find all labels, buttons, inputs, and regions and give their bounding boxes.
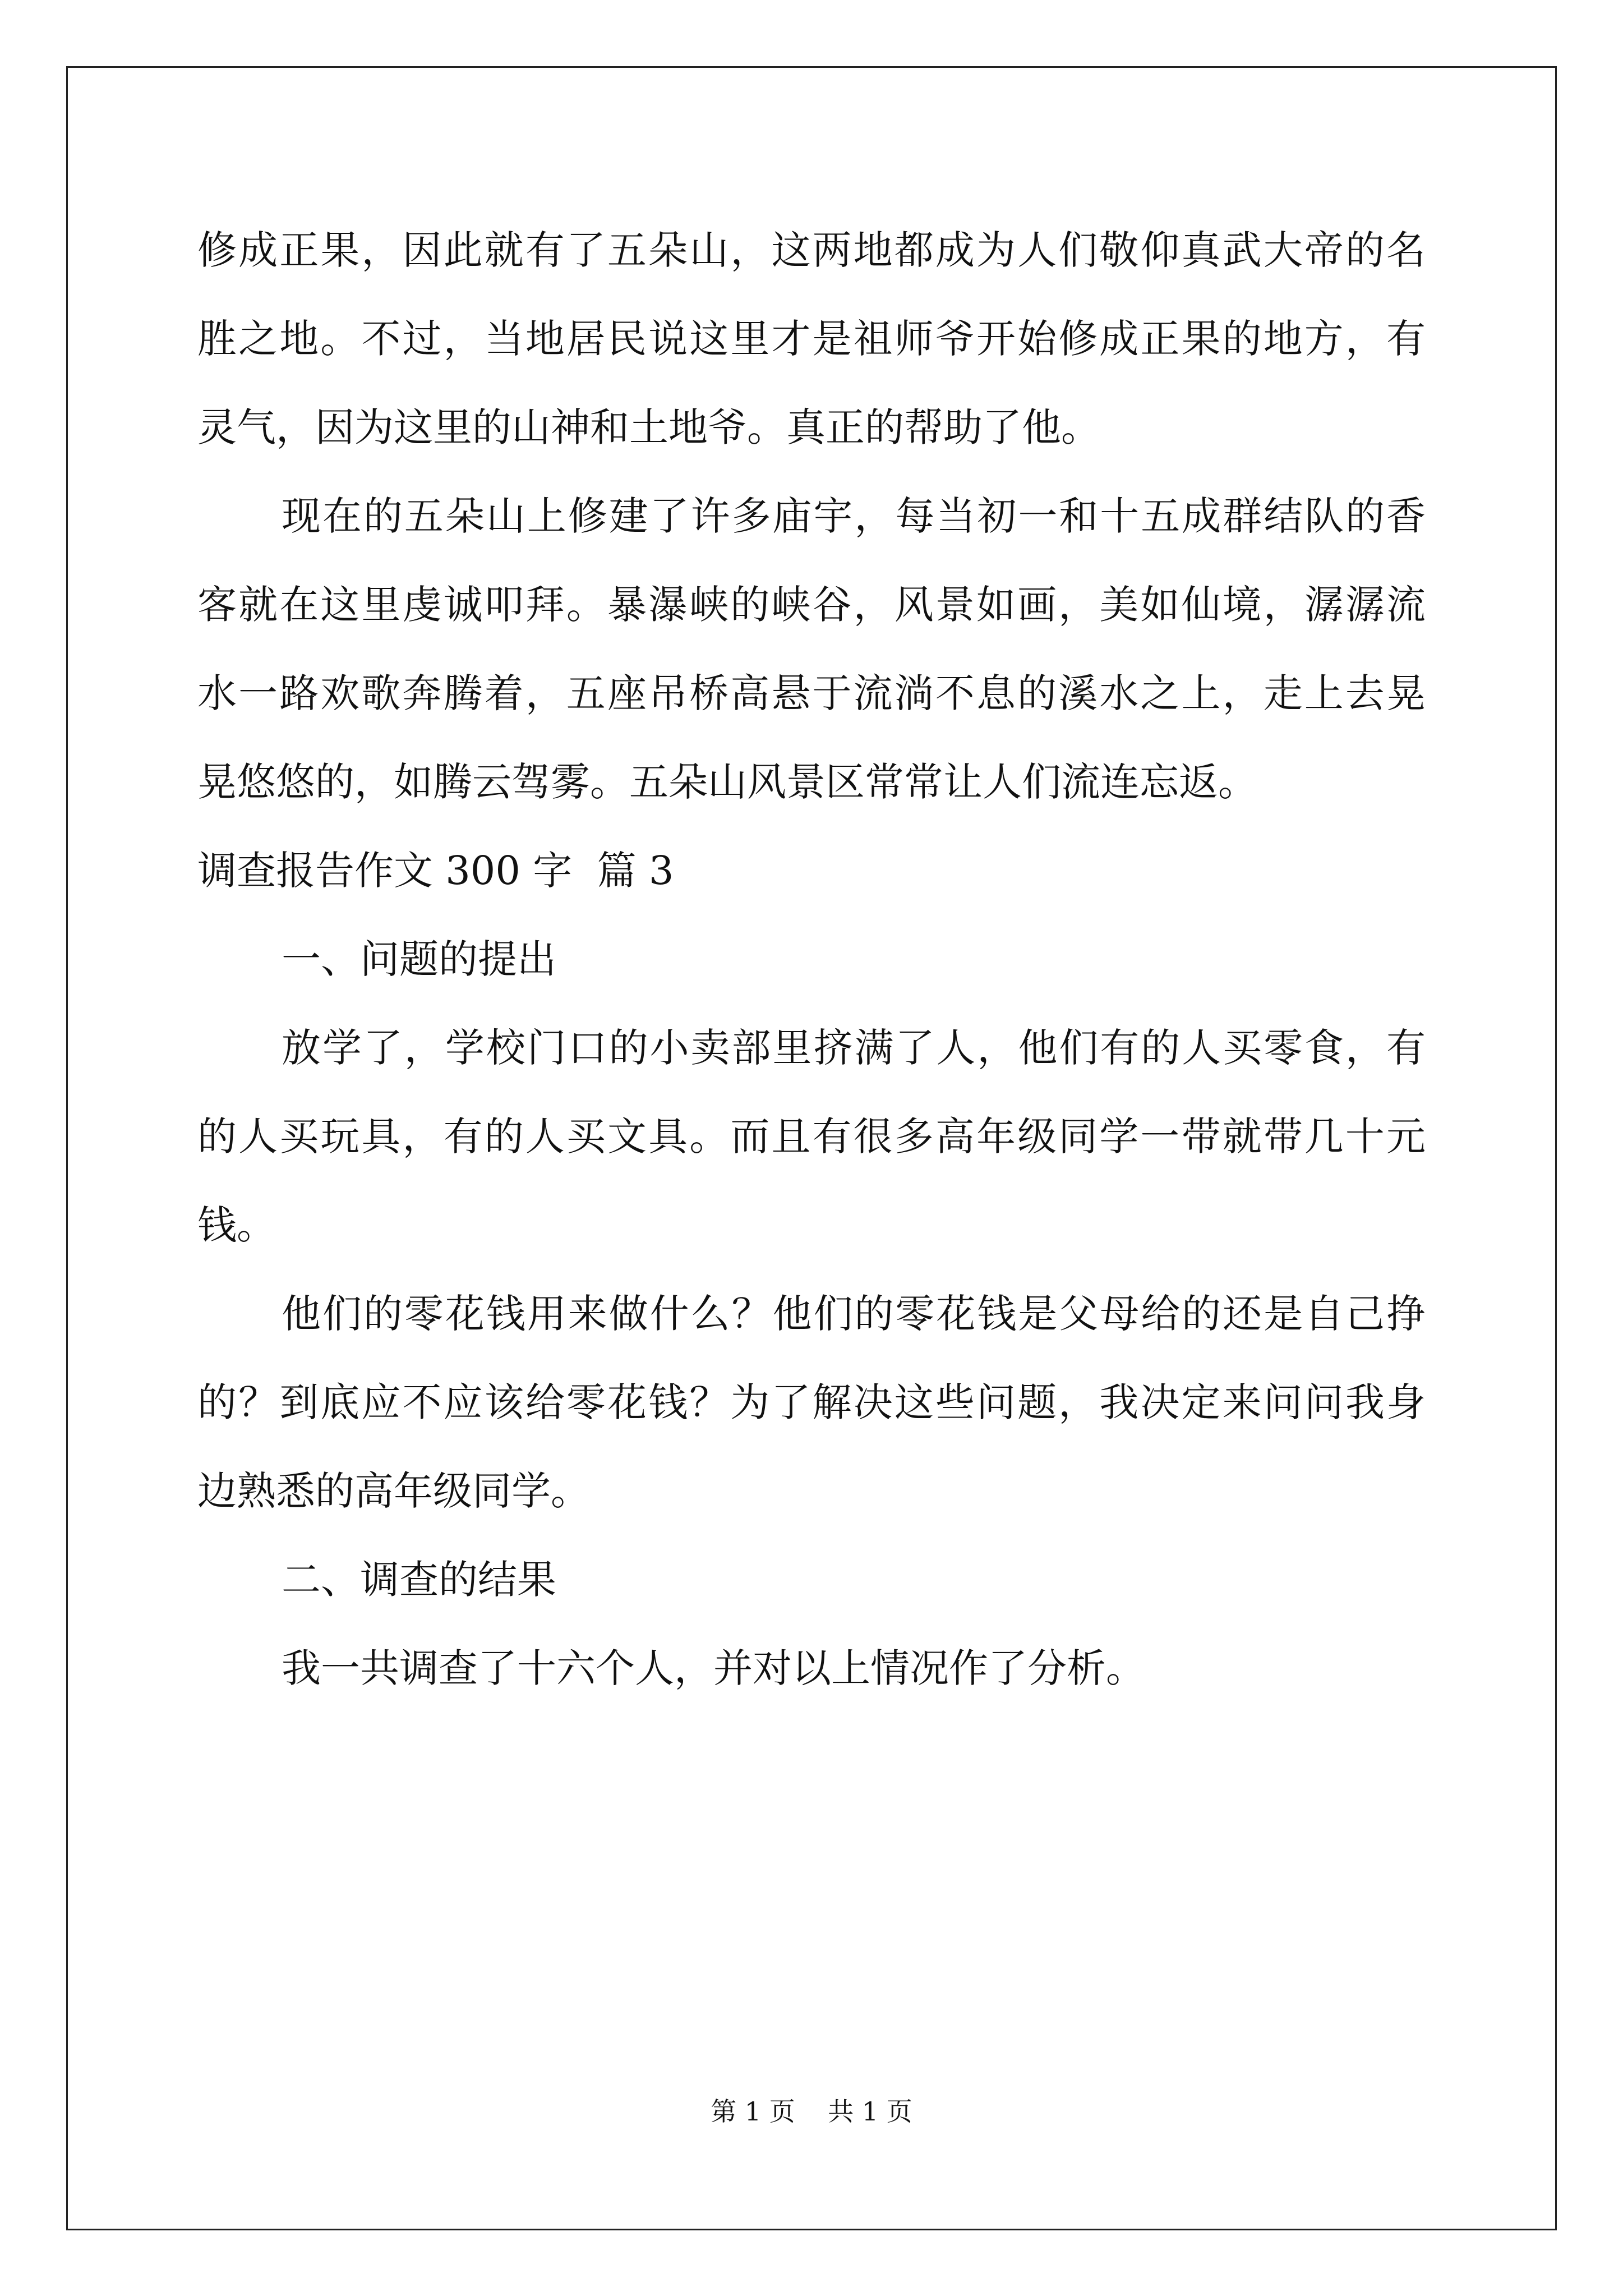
section-heading: 调查报告作文 300 字 篇 3 bbox=[197, 848, 674, 894]
paragraph-4-line-3: 边熟悉的高年级同学。 bbox=[197, 1468, 590, 1514]
page-number-footer: 第 1 页 共 1 页 bbox=[711, 2096, 912, 2127]
paragraph-2-line-2: 客就在这里虔诚叩拜。暴瀑峡的峡谷，风景如画，美如仙境，潺潺流 bbox=[197, 582, 1426, 628]
paragraph-1-line-2: 胜之地。不过，当地居民说这里才是祖师爷开始修成正果的地方，有 bbox=[197, 316, 1426, 362]
subheading-problem: 一、问题的提出 bbox=[282, 936, 556, 982]
subheading-results: 二、调查的结果 bbox=[282, 1557, 556, 1603]
paragraph-5-line-1: 我一共调查了十六个人，并对以上情况作了分析。 bbox=[282, 1645, 1145, 1691]
paragraph-3-line-2: 的人买玩具，有的人买文具。而且有很多高年级同学一带就带几十元 bbox=[197, 1114, 1426, 1159]
paragraph-1-line-3: 灵气，因为这里的山神和土地爷。真正的帮助了他。 bbox=[197, 404, 1100, 450]
paragraph-4-line-2: 的？到底应不应该给零花钱？为了解决这些问题，我决定来问问我身 bbox=[197, 1379, 1426, 1425]
paragraph-2-line-4: 晃悠悠的，如腾云驾雾。五朵山风景区常常让人们流连忘返。 bbox=[197, 759, 1257, 805]
paragraph-1-line-1: 修成正果，因此就有了五朵山，这两地都成为人们敬仰真武大帝的名 bbox=[197, 227, 1426, 273]
paragraph-4-line-1: 他们的零花钱用来做什么？他们的零花钱是父母给的还是自己挣 bbox=[282, 1291, 1426, 1337]
paragraph-3-line-3: 钱。 bbox=[197, 1202, 276, 1248]
paragraph-2-line-3: 水一路欢歌奔腾着，五座吊桥高悬于流淌不息的溪水之上，走上去晃 bbox=[197, 670, 1426, 716]
paragraph-2-line-1: 现在的五朵山上修建了许多庙宇，每当初一和十五成群结队的香 bbox=[282, 493, 1426, 539]
paragraph-3-line-1: 放学了，学校门口的小卖部里挤满了人，他们有的人买零食，有 bbox=[282, 1025, 1426, 1071]
